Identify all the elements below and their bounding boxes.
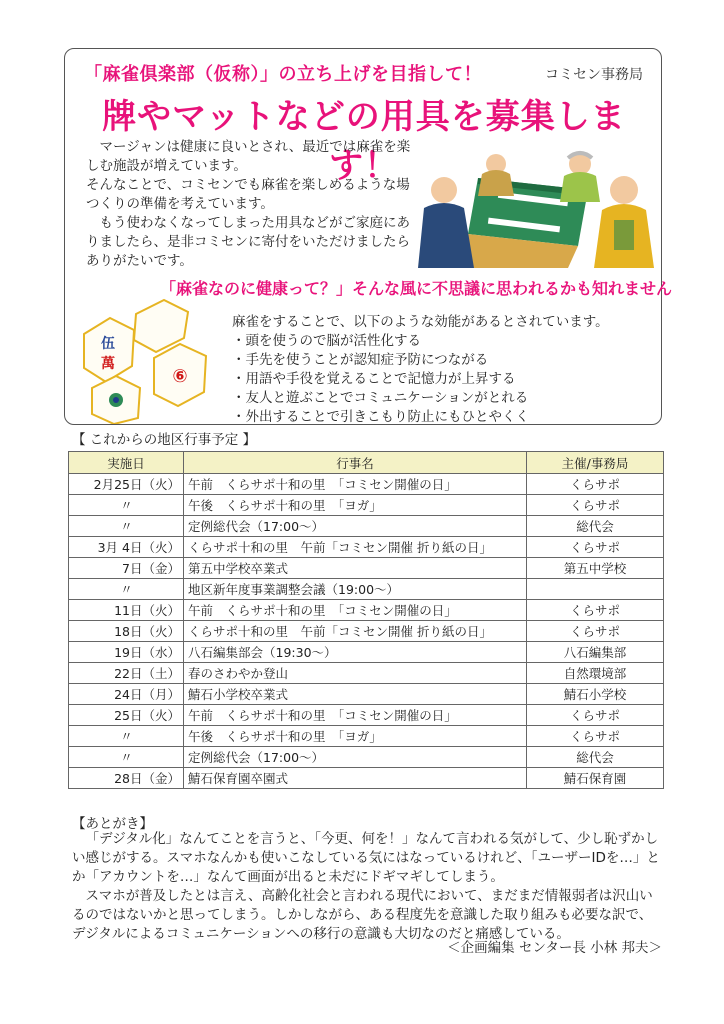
benefit-item: ・ 手先を使うことが認知症予防につながる bbox=[232, 351, 652, 370]
schedule-date: 〃 bbox=[69, 747, 184, 768]
schedule-date: 7日（金） bbox=[69, 558, 184, 579]
schedule-date: 19日（水） bbox=[69, 642, 184, 663]
schedule-row bbox=[69, 537, 664, 558]
afterword-title: 【あとがき】 bbox=[72, 816, 153, 832]
schedule-body bbox=[69, 474, 664, 789]
benefits-section bbox=[232, 313, 652, 427]
schedule-organizer: くらサポ bbox=[527, 495, 664, 516]
schedule-row bbox=[69, 768, 664, 789]
schedule-organizer: 第五中学校 bbox=[527, 558, 664, 579]
schedule-organizer: くらサポ bbox=[527, 621, 664, 642]
tile-char: ⑥ bbox=[172, 366, 188, 387]
benefit-item: ・ 友人と遊ぶことでコミュニケーションがとれる bbox=[232, 389, 652, 408]
schedule-event: 午前 くらサポ十和の里 「コミセン開催の日」 bbox=[184, 600, 527, 621]
intro-paragraph: もう使わなくなってしまった用具などがご家庭にありましたら、是非コミセンに寄付をいただけましたらありがたいです。 bbox=[86, 215, 410, 269]
schedule-date: 〃 bbox=[69, 516, 184, 537]
schedule-header-row bbox=[69, 452, 664, 474]
tile-icon bbox=[92, 376, 140, 424]
schedule-event: 春のさわやか登山 bbox=[184, 663, 527, 684]
schedule-event: 地区新年度事業調整会議（19:00〜） bbox=[184, 579, 527, 600]
schedule-row bbox=[69, 474, 664, 495]
notice-kicker: 「麻雀倶楽部（仮称）」の立ち上げを目指して！ bbox=[84, 64, 482, 85]
afterword-body bbox=[72, 830, 664, 944]
schedule-row bbox=[69, 642, 664, 663]
schedule-date: 3月 4日（火） bbox=[69, 537, 184, 558]
afterword-paragraph: 「デジタル化」なんてことを言うと、「今更、何を！」なんて言われる気がして、少し恥ずかしい感じがする。スマホなんかも使いこなしている気にはなっているけれど、「ユーザーIDを…」とか「アカウントを…」なんて画面が出ると未だにドギマギしてしまう。 bbox=[72, 831, 660, 885]
schedule-row bbox=[69, 579, 664, 600]
afterword-paragraph: スマホが普及したとは言え、高齢化社会と言われる現代において、まだまだ情報弱者は沢山いるのではないかと思ってしまう。しかしながら、ある程度先を意識した取り組みも必要な訳で、デジタルによるコミュニケーションへの移行の意識も大切なのだと痛感している。 bbox=[72, 888, 653, 942]
schedule-event: 午前 くらサポ十和の里 「コミセン開催の日」 bbox=[184, 474, 527, 495]
mahjong-players-illustration bbox=[418, 150, 658, 268]
schedule-row bbox=[69, 621, 664, 642]
schedule-organizer: くらサポ bbox=[527, 726, 664, 747]
schedule-organizer: くらサポ bbox=[527, 537, 664, 558]
schedule-row bbox=[69, 705, 664, 726]
tile-char: 萬 bbox=[101, 356, 115, 372]
benefits-list bbox=[232, 332, 652, 427]
schedule-organizer: くらサポ bbox=[527, 474, 664, 495]
column-header-event: 行事名 bbox=[184, 452, 527, 474]
benefit-item: ・ 頭を使うので脳が活性化する bbox=[232, 332, 652, 351]
schedule-date: 22日（土） bbox=[69, 663, 184, 684]
schedule-organizer: 鯖石保育園 bbox=[527, 768, 664, 789]
schedule-date: 〃 bbox=[69, 726, 184, 747]
schedule-event: 鯖石保育園卒園式 bbox=[184, 768, 527, 789]
tile-char: 伍 bbox=[101, 336, 115, 352]
tile-icon bbox=[84, 318, 134, 382]
schedule-row bbox=[69, 600, 664, 621]
schedule-event: 定例総代会（17:00〜） bbox=[184, 516, 527, 537]
schedule-row bbox=[69, 495, 664, 516]
schedule-organizer: 八石編集部 bbox=[527, 642, 664, 663]
schedule-organizer: 総代会 bbox=[527, 747, 664, 768]
notice-office: コミセン事務局 bbox=[545, 67, 643, 83]
schedule-row bbox=[69, 726, 664, 747]
schedule-table bbox=[68, 451, 664, 789]
schedule-organizer: 総代会 bbox=[527, 516, 664, 537]
benefits-intro: 麻雀をすることで、以下のような効能があるとされています。 bbox=[232, 314, 609, 330]
schedule-date: 25日（火） bbox=[69, 705, 184, 726]
notice-intro bbox=[86, 138, 416, 271]
afterword-signature: ＜企画編集 センター長 小林 邦夫＞ bbox=[447, 940, 662, 956]
schedule-row bbox=[69, 558, 664, 579]
schedule-date: 28日（金） bbox=[69, 768, 184, 789]
schedule-row bbox=[69, 516, 664, 537]
schedule-date: 2月25日（火） bbox=[69, 474, 184, 495]
schedule-event: くらサポ十和の里 午前「コミセン開催 折り紙の日」 bbox=[184, 537, 527, 558]
column-header-date: 実施日 bbox=[69, 452, 184, 474]
schedule-event: 八石編集部会（19:30〜） bbox=[184, 642, 527, 663]
benefit-item: ・ 用語や手役を覚えることで記憶力が上昇する bbox=[232, 370, 652, 389]
schedule-event: 午後 くらサポ十和の里 「ヨガ」 bbox=[184, 726, 527, 747]
schedule-date: 11日（火） bbox=[69, 600, 184, 621]
schedule-date: 24日（月） bbox=[69, 684, 184, 705]
schedule-title: 【 これからの地区行事予定 】 bbox=[72, 432, 257, 448]
schedule-organizer bbox=[527, 579, 664, 600]
tile-icon bbox=[154, 344, 206, 406]
notice-subhead: 「麻雀なのに健康って？」そんな風に不思議に思われるかも知れません bbox=[160, 279, 673, 298]
schedule-event: 午後 くらサポ十和の里 「ヨガ」 bbox=[184, 495, 527, 516]
column-header-organizer: 主催/事務局 bbox=[527, 452, 664, 474]
schedule-event: 定例総代会（17:00〜） bbox=[184, 747, 527, 768]
schedule-event: 鯖石小学校卒業式 bbox=[184, 684, 527, 705]
schedule-organizer: 鯖石小学校 bbox=[527, 684, 664, 705]
schedule-event: 第五中学校卒業式 bbox=[184, 558, 527, 579]
schedule-organizer: くらサポ bbox=[527, 705, 664, 726]
schedule-row bbox=[69, 747, 664, 768]
schedule-event: くらサポ十和の里 午前「コミセン開催 折り紙の日」 bbox=[184, 621, 527, 642]
schedule-row bbox=[69, 684, 664, 705]
schedule-event: 午前 くらサポ十和の里 「コミセン開催の日」 bbox=[184, 705, 527, 726]
notice-headline: 牌やマットなどの用具を募集します！ bbox=[102, 97, 626, 186]
schedule-date: 18日（火） bbox=[69, 621, 184, 642]
benefit-item: ・ 外出することで引きこもり防止にもひとやくく bbox=[232, 408, 652, 427]
intro-paragraph: そんなことで、コミセンでも麻雀を楽しめるような場つくりの準備を考えています。 bbox=[86, 177, 410, 212]
schedule-organizer: くらサポ bbox=[527, 600, 664, 621]
schedule-organizer: 自然環境部 bbox=[527, 663, 664, 684]
mahjong-tiles-illustration bbox=[76, 296, 226, 424]
intro-paragraph: マージャンは健康に良いとされ、最近では麻雀を楽しむ施設が増えています。 bbox=[86, 139, 411, 174]
schedule-date: 〃 bbox=[69, 579, 184, 600]
schedule-date: 〃 bbox=[69, 495, 184, 516]
schedule-row bbox=[69, 663, 664, 684]
